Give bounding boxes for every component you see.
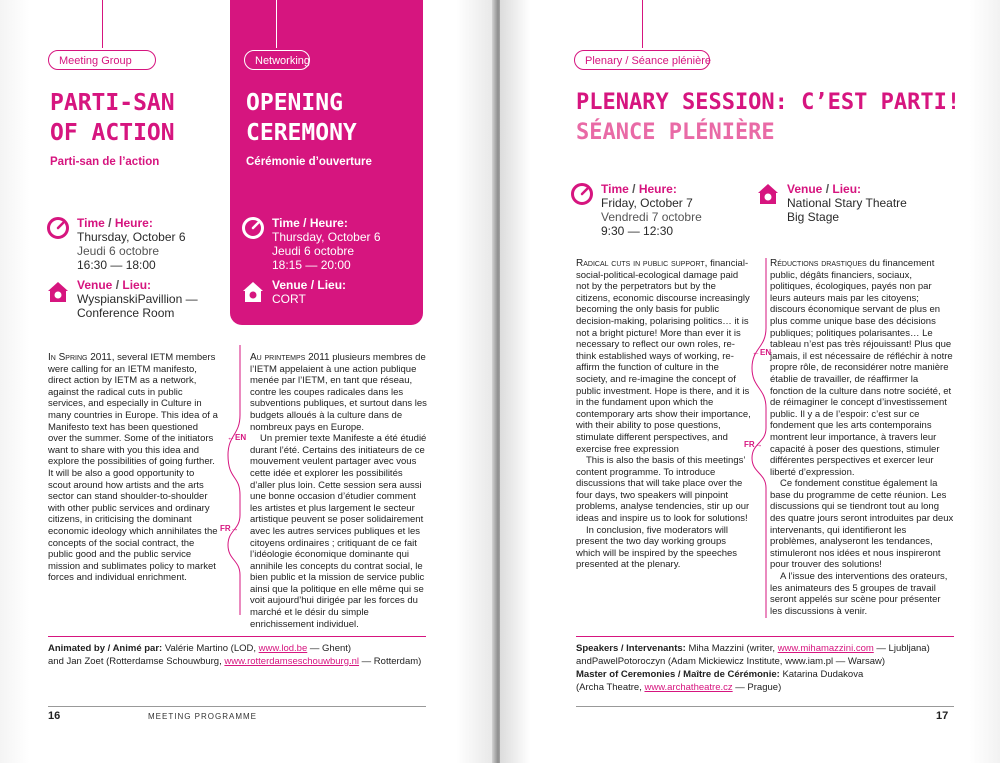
session-title (246, 88, 357, 148)
tag-hanger-line (276, 0, 277, 48)
time-label-en: Time (272, 216, 300, 230)
credits-line: andPawelPotoroczyn (Adam Mickiewicz Institute, www.iam.pl — Warsaw) (576, 656, 886, 667)
time-label-en: Time (77, 216, 105, 230)
lang-code: FR (220, 524, 231, 533)
time-label-en: Time (601, 182, 629, 196)
venue-label-fr: Lieu: (317, 278, 347, 292)
credits-label: Animated by / Animé par: (48, 643, 163, 654)
venue-line: National Stary Theatre (787, 196, 907, 210)
session-subtitle: Parti-san de l’action (50, 156, 160, 168)
credit-text: — Ghent) (309, 643, 352, 654)
house-icon (46, 280, 70, 304)
lang-code: EN (235, 433, 247, 442)
title-line: OF ACTION (50, 120, 175, 146)
time-block (272, 216, 381, 272)
venue-line: Big Stage (787, 210, 840, 224)
tag-hanger-line (642, 0, 643, 48)
time-range: 9:30 — 12:30 (601, 224, 674, 238)
master-label: Master of Ceremonies / Maître de Cérémonie: (576, 669, 780, 680)
lead-in: In Spring 2011, (48, 352, 115, 363)
time-label (77, 216, 186, 230)
lang-marker-en: ←EN (227, 433, 247, 442)
credit-text: Valérie Martino (LOD, (164, 643, 257, 654)
credit-text: (Archa Theatre, (576, 682, 642, 693)
venue-label-fr: Lieu: (832, 182, 862, 196)
title-line: PARTI-SAN (50, 90, 175, 116)
time-block (601, 182, 702, 238)
time-block (77, 216, 186, 272)
clock-icon (46, 216, 70, 240)
time-fr: Jeudi 6 octobre (272, 244, 355, 258)
lead-in: Au printemps 2011 (250, 352, 330, 363)
label-separator: / (628, 182, 639, 196)
credits-divider (576, 636, 954, 637)
french-text-column (770, 258, 954, 617)
tag-networking: Networking (244, 50, 310, 70)
credit-text: — Ljubljana) (876, 643, 930, 654)
lang-marker-fr: FR→ (220, 524, 239, 533)
title-line-fr: SÉANCE PLÉNIÈRE (576, 120, 775, 145)
session-subtitle: Cérémonie d’ouverture (246, 156, 372, 168)
title-line: OPENING (246, 90, 343, 116)
credit-text: — Prague) (735, 682, 782, 693)
venue-line: Conference Room (77, 306, 175, 320)
label-separator: / (822, 182, 833, 196)
venue-line: CORT (272, 292, 306, 306)
credits-line (48, 655, 448, 668)
body-text: du financement public, dégâts financiers, sociaux, politiques, écologiques, payés non par leurs auteurs mais par les citoyens; discours économique servant de plus en plus comme unique base des décisions publiques; politiques polarisantes… Le tableau n’est pas très réjouissant! Plus que jamais, il est nécessaire de réfléchir à notre propre rôle, de reconsidérer notre manière établie de travailler, de réaffirmer la fonction de la culture dans notre société, et de réimaginer le concept d’investissement public. Il y a de l’espoir: c’est sur ce fondement que les arts contemporains montrent leur importance, à travers leur capacité à poser des questions, stimuler différentes perspectives et exercer leur liberté d’expression. (770, 258, 953, 478)
language-divider-curve (222, 345, 252, 615)
lang-code: FR (744, 440, 755, 449)
footer-rule (576, 706, 954, 707)
lang-marker-en: ←EN (752, 348, 772, 357)
body-text: Un premier texte Manifeste a été étudié durant l’été. Certains des initiateurs de ce mouvement veulent partager avec vous cette idée et explorer les possibilités d’aller plus loin. Cette session sera aussi une bonne occasion d’étudier comment les artistes et plus largement le secteur artistique peuvent se poser solidairement avec les autres services publiques et les citoyens ordinaires ; critiquant de ce fait l’idéologie économique dominante qui annihile les concepts du contrat social, le bien public et la mission de service public ainsi que la politique en elle même qui se voit aujourd’hui dirigée par les forces du marché et le désir du simple enrichissement individuel. (250, 433, 427, 630)
body-text: financial-social-political-ecological damage paid not by the perpetrators but by the citizens, economic discourse increasingly becoming the only basis for public decision-making, polarising politics… it is not a bright picture! More than ever it is necessary to reflect our own roles, re-think established ways of working, re-affirm the function of culture in the society, and re-imagine the concept of public investment. Hope is there, and it is in the fundament upon which the contemporary arts show their importance, with their ability to pose questions, stimulate different perspectives, and exercise free expression (576, 258, 751, 455)
tag-plenary: Plenary / Séance plénière (574, 50, 710, 70)
time-fr: Vendredi 7 octobre (601, 210, 702, 224)
right-page (500, 0, 1000, 763)
clock-icon (241, 216, 265, 240)
credit-text: and Jan Zoet (Rotterdamse Schouwburg, (48, 656, 222, 667)
title-line: CEREMONY (246, 120, 357, 146)
body-text: In conclusion, five moderators will present the two day working groups which will be inspired by the speeches presented at the plenary. (576, 524, 738, 571)
clock-icon (570, 182, 594, 206)
venue-label-fr: Lieu: (122, 278, 152, 292)
page-number: 17 (936, 710, 949, 722)
title-line: PLENARY SESSION: C’EST PARTI! (576, 90, 961, 115)
venue-block (272, 278, 346, 306)
time-label-fr: Heure: (309, 216, 348, 230)
time-en: Thursday, October 6 (77, 230, 186, 244)
session-title (576, 88, 960, 148)
venue-label (787, 182, 907, 196)
credits (576, 642, 976, 694)
time-label (601, 182, 702, 196)
french-text-column (250, 352, 428, 630)
lead-in: Réductions drastiques (770, 258, 867, 269)
speakers-label: Speakers / Intervenants: (576, 643, 686, 654)
running-title: MEETING PROGRAMME (148, 712, 258, 721)
time-label-fr: Heure: (114, 216, 153, 230)
credits-line (576, 642, 976, 655)
body-text: Ce fondement constitue également la base du programme de cette réunion. Les discussions qui se tiendront tout au long des quatre jours seront introduites par deux intervenants, qui identifieront les problèmes, analyseront les tendances, stimuleront nos idées et nous inspireront pour trouver des solutions! (770, 478, 954, 571)
body-text: several IETM members were calling for an IETM manifesto, direct action by IETM as a network, against the radical cuts in public services, and especially in Culture in many countries in Europe. This idea of a Manifesto text has been questioned over the summer. Some of the initiators want to share with you this idea and explore the possibilities of going further. It will be also a good opportunity to scout around how artists and the arts sector can stand shoulder-to-shoulder with other public services and ordinary citizens, in criticising the dominant economic ideology which annihilates the concepts of the social contract, the public good and the public service mission and sublimates policy to market forces and individual enrichment. (48, 352, 218, 584)
venue-label-en: Venue (77, 278, 113, 292)
credits (48, 642, 448, 668)
credits-divider (48, 636, 426, 637)
english-text-column (576, 258, 752, 571)
body-text: plusieurs membres de l’IETM appelaient à une action publique menée par l’IETM, en tant que réseau, contre les coupes radicales dans les subventions publiques, et surtout dans les budgets alloués à la culture dans de nombreux pays en Europe. (250, 352, 427, 433)
time-range: 16:30 — 18:00 (77, 258, 156, 272)
website-link[interactable]: www.lod.be (258, 643, 308, 654)
english-text-column (48, 352, 218, 584)
time-fr: Jeudi 6 octobre (77, 244, 160, 258)
venue-label (77, 278, 198, 292)
house-icon (756, 182, 780, 206)
body-text: This is also the basis of this meetings’ content programme. To introduce discussions that will take place over the four days, two speakers will pinpoint problems, analyse tendencies, stir up our ideas and inspire us to look for solutions! (576, 455, 750, 525)
venue-block (77, 278, 198, 320)
credits-line (576, 668, 976, 681)
time-label: Time / Heure: (272, 216, 348, 230)
time-range: 18:15 — 20:00 (272, 258, 351, 272)
website-link[interactable]: www.rotterdamseschouwburg.nl (224, 656, 360, 667)
time-label-fr: Heure: (638, 182, 677, 196)
venue-block (787, 182, 907, 224)
tag-hanger-line (102, 0, 103, 48)
website-link[interactable]: www.archatheatre.cz (644, 682, 733, 693)
tag-meeting-group: Meeting Group (48, 50, 156, 70)
credits-line (576, 681, 976, 694)
body-text: A l’issue des interventions des orateurs, les animateurs des 5 groupes de travail seront appelés sur scène pour présenter les discussions à venir. (770, 571, 948, 617)
credit-text: Katarina Dudakova (782, 669, 864, 680)
lang-marker-fr: FR→ (744, 440, 763, 449)
venue-line: WyspianskiPavillion — (77, 292, 198, 306)
credit-text: — Rotterdam) (361, 656, 422, 667)
venue-label: Venue / Lieu: (272, 278, 347, 292)
session-title (50, 88, 175, 148)
left-page (0, 0, 496, 763)
label-separator: / (104, 216, 115, 230)
lead-in: Radical cuts in public support, (576, 258, 708, 269)
lang-code: EN (760, 348, 772, 357)
venue-label-en: Venue (787, 182, 823, 196)
time-en: Thursday, October 6 (272, 230, 381, 244)
house-icon (241, 280, 265, 304)
label-separator: / (112, 278, 123, 292)
time-en: Friday, October 7 (601, 196, 693, 210)
website-link[interactable]: www.mihamazzini.com (777, 643, 874, 654)
footer-rule (48, 706, 426, 707)
venue-label-en: Venue (272, 278, 308, 292)
credits-line (48, 642, 448, 655)
page-number: 16 (48, 710, 61, 722)
credit-text: Miha Mazzini (writer, (688, 643, 776, 654)
